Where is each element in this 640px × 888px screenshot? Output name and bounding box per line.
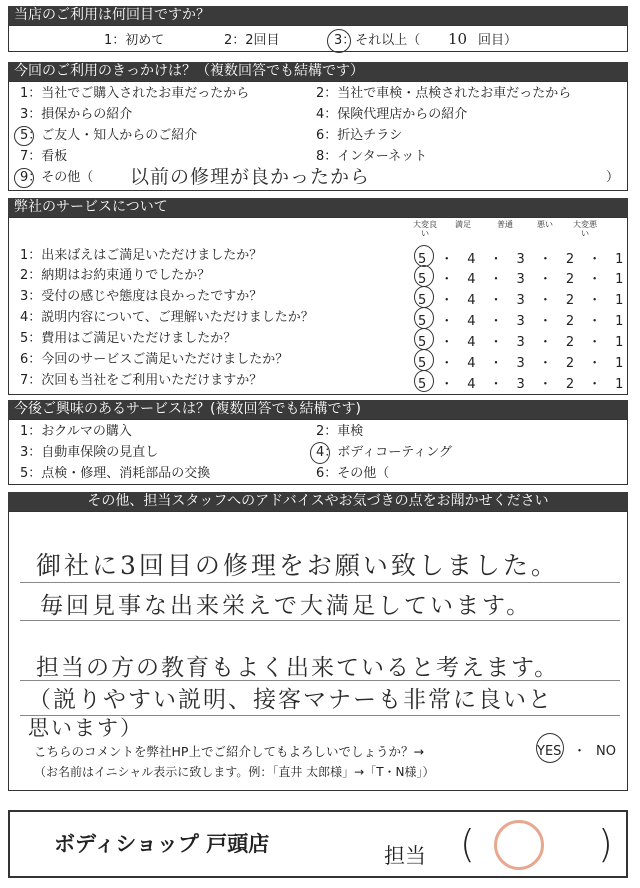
q1-option-3-suffix: 回目） [478,33,518,48]
q1-option-3[interactable]: 3：それ以上（ [334,33,421,48]
q5-handwritten-line-1: 御社に3回目の修理をお願い致しました。 [36,551,559,580]
q1-count-handwritten: 10 [448,30,468,48]
q2-option-8[interactable]: 8：インターネット [316,149,428,164]
q3-item-1-answer [414,245,434,267]
q5-handwritten-line-2: 毎回見事な出来栄えで大満足しています。 [40,593,533,619]
q5-rule-1 [20,582,620,583]
q3-item-4: 4：説明内容について、ご理解いただけましたか？ [20,310,314,325]
staff-paren-close: ) [598,822,613,866]
q2-option-9[interactable]: 9：その他（ [20,170,94,185]
q2-option-5[interactable]: 5：ご友人・知人からのご紹介 [20,128,198,143]
q3-item-4-answer [414,307,434,329]
q3-item-5-scores[interactable]: 5・4・3・2・1 [418,335,638,350]
q2-option-1[interactable]: 1：当社でご購入されたお車だったから [20,86,250,101]
q3-item-2-answer [414,265,434,287]
q4-option-2[interactable]: 2：車検 [316,424,364,439]
q3-item-6: 6：今回のサービスご満足いただけましたか？ [20,352,289,367]
q3-item-4-scores[interactable]: 5・4・3・2・1 [418,314,638,329]
scale-label-3: 普通 [497,220,513,229]
q3-item-3: 3：受付の感じや態度は良かったですか？ [20,289,263,304]
q3-item-5-answer [414,328,434,350]
q5-handwritten-line-4: （説りやすい説明、接客マナーも非常に良いと [28,687,553,713]
q3-item-1-scores[interactable]: 5・4・3・2・1 [418,252,638,267]
q3-header: 弊社のサービスについて [8,198,628,217]
q3-item-3-scores[interactable]: 5・4・3・2・1 [418,293,638,308]
q2-option-4[interactable]: 4：保険代理店からの紹介 [316,107,468,122]
q1-box [8,25,628,52]
scale-label-4: 悪い [537,220,553,229]
q3-item-5: 5：費用はご満足いただけましたか？ [20,331,237,346]
q5-consent-question: こちらのコメントを弊社HP上でご紹介してもよろしいでしょうか？→ [34,744,424,759]
q5-consent-separator: ・ [573,744,587,759]
q2-header: 今回のご利用のきっかけは？（複数回答でも結構です） [8,62,628,81]
q4-option-6[interactable]: 6：その他（ [316,466,390,481]
q4-option-3[interactable]: 3：自動車保険の見直し [20,445,159,460]
q2-option-2[interactable]: 2：当社で車検・点検されたお車だったから [316,86,572,101]
q5-handwritten-line-3: 担当の方の教育もよく出来ていると考えます。 [36,655,560,681]
q5-header: その他、担当スタッフへのアドバイスやお気づきの点をお聞かせください [8,492,628,511]
q2-option-3[interactable]: 3：損保からの紹介 [20,107,133,122]
scale-label-2: 満足 [455,220,471,229]
staff-stamp [494,820,544,870]
q3-item-2: 2：納期はお約束通りでしたか？ [20,268,211,283]
q1-option-1[interactable]: 1：初めて [104,33,165,48]
q2-other-handwritten: 以前の修理が良かったから [130,166,371,188]
q2-option-6[interactable]: 6：折込チラシ [316,128,403,143]
shop-name: ボディショップ 戸頭店 [54,832,270,856]
q1-option-2[interactable]: 2：2回目 [224,33,280,48]
q3-item-3-answer [414,286,434,308]
q5-handwritten-line-5: 思います） [28,716,143,740]
q3-item-1: 1：出来ばえはご満足いただけましたか？ [20,248,263,263]
q4-option-5[interactable]: 5：点検・修理、消耗部品の交換 [20,466,211,481]
scale-label-1: 大変良い [413,220,437,238]
q3-item-7: 7：次回も当社をご利用いただけますか？ [20,373,263,388]
q5-consent-no[interactable]: NO [596,744,616,759]
q1-header: 当店のご利用は何回目ですか？ [8,6,628,25]
q3-item-6-scores[interactable]: 5・4・3・2・1 [418,356,638,371]
staff-paren-open: ( [460,822,475,866]
q2-option-9-close: ） [606,170,620,185]
q3-item-6-answer [414,349,434,371]
q2-option-7[interactable]: 7：看板 [20,149,68,164]
staff-label: 担当 [384,844,426,868]
q4-header: 今後ご興味のあるサービスは？(複数回答でも結構です) [8,400,628,419]
q5-note: （お名前はイニシャル表示に致します。例：「直井 太郎様」→「T・N様」） [34,765,435,779]
q3-item-7-scores[interactable]: 5・4・3・2・1 [418,377,638,392]
q4-option-4[interactable]: 4：ボディコーティング [316,445,452,460]
q3-item-7-answer [414,370,434,392]
q5-rule-2 [20,620,620,621]
q4-option-1[interactable]: 1：おクルマの購入 [20,424,132,439]
q3-item-2-scores[interactable]: 5・4・3・2・1 [418,272,638,287]
q5-consent-yes[interactable]: YES [537,744,562,759]
scale-label-5: 大変悪い [573,220,597,238]
